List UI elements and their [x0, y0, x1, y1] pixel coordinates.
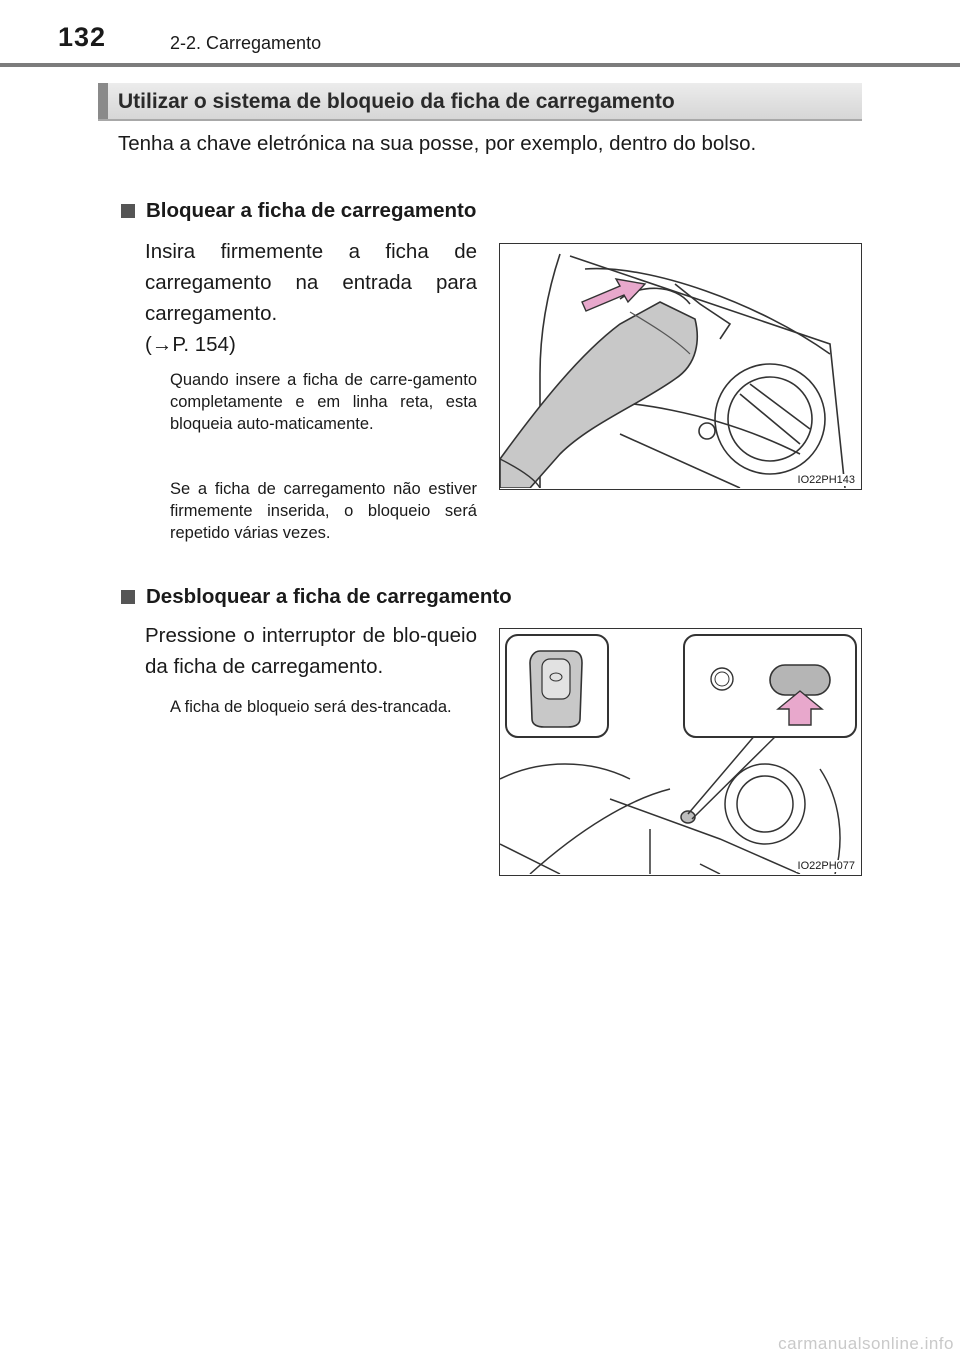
lock-note-1: Quando insere a ficha de carre-gamento completamente e em linha reta, esta bloqueia auto-maticamente.	[170, 371, 477, 433]
header-divider	[0, 63, 960, 67]
lock-note-2: Se a ficha de carregamento não estiver firmemente inserida, o bloqueio será repetido várias vezes.	[170, 480, 477, 542]
unlock-heading-text: Desbloquear a ficha de carregamento	[146, 585, 512, 608]
lock-heading-text: Bloquear a ficha de carregamento	[146, 199, 477, 222]
lock-switch-illustration	[500, 629, 860, 874]
unlock-instruction: Pressione o interruptor de blo-queio da ficha de carregamento.	[145, 624, 477, 678]
figure-code: IO22PH143	[797, 474, 855, 486]
square-bullet-icon	[121, 204, 135, 218]
lock-figure	[499, 243, 862, 490]
page-number: 132	[58, 22, 107, 52]
chapter-title: 2-2. Carregamento	[170, 33, 322, 53]
unlock-figure	[499, 628, 862, 876]
section-title-bar	[98, 83, 862, 121]
intro-paragraph: Tenha a chave eletrónica na sua posse, por exemplo, dentro do bolso.	[118, 132, 757, 155]
unlock-heading	[121, 585, 512, 609]
watermark: carmanualsonline.info	[778, 1334, 954, 1353]
figure-code: IO22PH077	[797, 860, 855, 872]
page-reference-link[interactable]: (→P. 154)	[145, 333, 236, 356]
square-bullet-icon	[121, 590, 135, 604]
unlock-note: A ficha de bloqueio será des-trancada.	[170, 698, 452, 716]
charging-plug-insert-illustration	[500, 244, 860, 488]
section-bar-accent	[98, 83, 108, 119]
section-title: Utilizar o sistema de bloqueio da ficha de carregamento	[118, 90, 675, 113]
lock-instruction: Insira firmemente a ficha de carregamento na entrada para carregamento.	[145, 240, 477, 325]
lock-heading	[121, 199, 476, 223]
